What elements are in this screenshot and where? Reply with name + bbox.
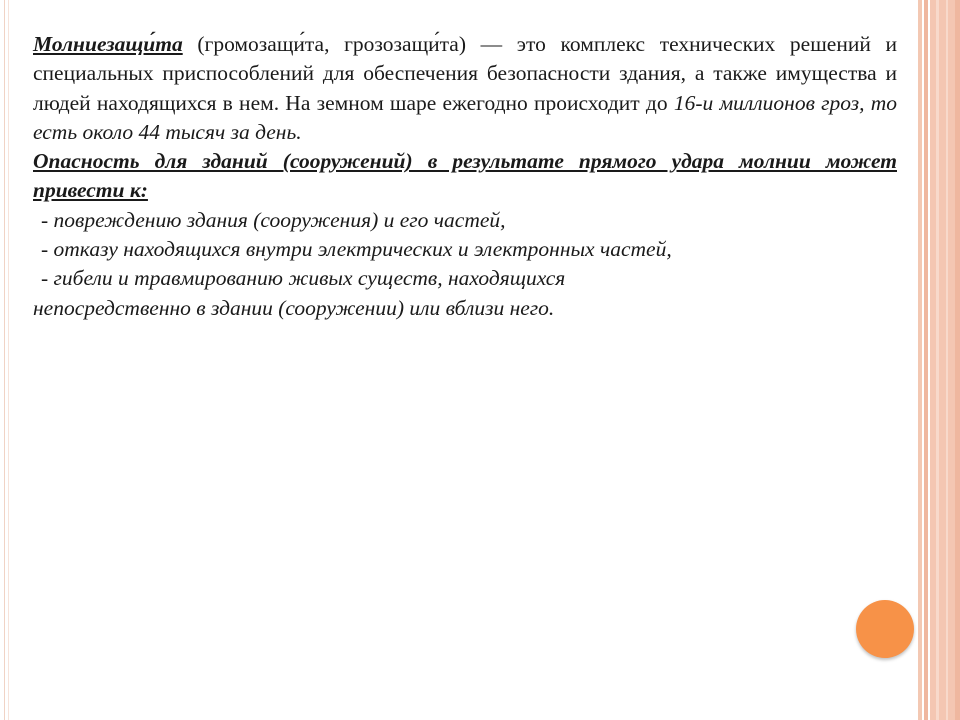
intro-paragraph	[33, 30, 897, 147]
list-item: непосредственно в здании (сооружении) или вблизи него.	[33, 295, 555, 320]
slide-body	[33, 30, 897, 323]
decorative-circle	[856, 600, 914, 658]
border-stripe-6	[955, 0, 960, 720]
danger-heading: Опасность для зданий (сооружений) в результате прямого удара молнии может привести к:	[33, 149, 897, 203]
list-item: - гибели и травмированию живых существ, находящихся	[41, 266, 566, 291]
list-item: - отказу находящихся внутри электрических и электронных частей,	[41, 237, 672, 262]
list-item: - повреждению здания (сооружения) и его частей,	[41, 207, 506, 232]
border-stripe-2	[924, 0, 928, 720]
frame-line-left	[4, 0, 5, 720]
border-stripe-5	[946, 0, 948, 720]
term-heading: Молниезащи́та	[33, 32, 183, 56]
border-stripe-1	[918, 0, 922, 720]
danger-heading-paragraph	[33, 147, 897, 206]
intro-italic-text: 16-и миллионов гроз, то есть около 44 тысяч за день.	[33, 90, 897, 144]
border-stripe-4	[936, 0, 939, 720]
frame-line-left-inner	[8, 0, 9, 720]
intro-text: (громозащи́та, грозозащи́та) — это комплекс технических решений и специальных приспособлений для обеспечения безопасности здания, а также имущества и людей находящихся в нем. На земном шаре ежегодно происходит до	[33, 32, 897, 115]
consequences-list	[33, 206, 897, 323]
